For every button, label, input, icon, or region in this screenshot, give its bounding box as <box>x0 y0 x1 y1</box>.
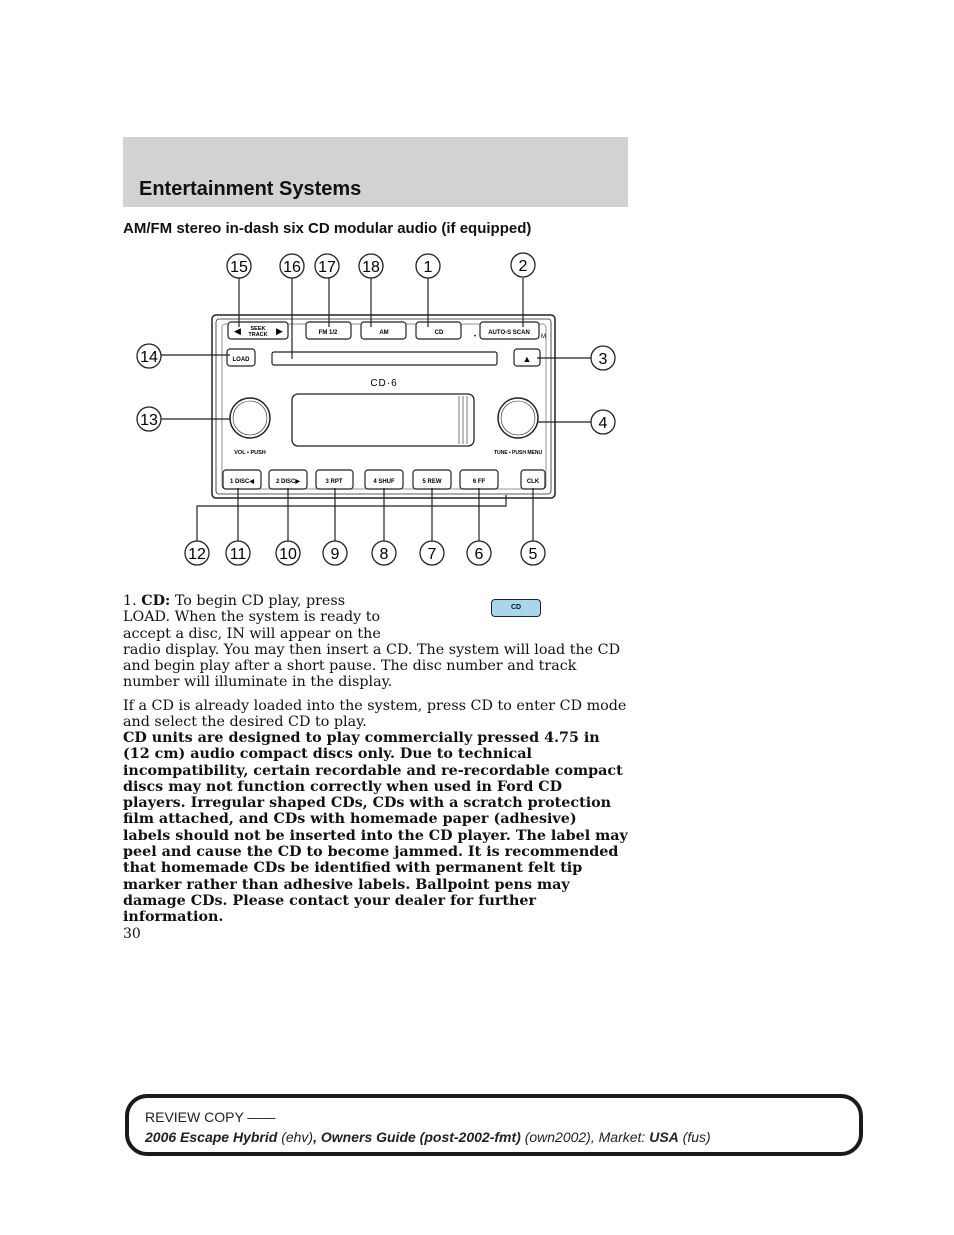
review-market: USA <box>649 1129 679 1145</box>
shuf-button <box>365 470 403 489</box>
svg-text:8: 8 <box>379 546 389 563</box>
svg-text:16: 16 <box>283 259 301 276</box>
section-header-band <box>123 137 628 207</box>
item-1-paragraph <box>123 593 629 691</box>
disc-down-button <box>223 470 261 489</box>
review-sep-2: , Market: <box>590 1129 650 1145</box>
rpt-button <box>316 470 353 489</box>
cd-button-label: CD <box>434 330 444 336</box>
seek-track-button <box>228 322 288 339</box>
disc-up-button <box>269 470 307 489</box>
fm-button-label: FM 1/2 <box>318 330 338 336</box>
review-sep-1: , <box>313 1129 321 1145</box>
review-copy-details <box>145 1129 711 1145</box>
svg-text:1: 1 <box>423 259 433 276</box>
svg-text:14: 14 <box>140 349 158 366</box>
load-button <box>227 349 255 366</box>
review-copy-footer <box>125 1094 863 1156</box>
review-vehicle: 2006 Escape Hybrid <box>145 1129 278 1145</box>
callout-16 <box>280 254 304 278</box>
callout-18 <box>359 254 383 278</box>
svg-text:13: 13 <box>140 412 158 429</box>
subheading: AM/FM stereo in-dash six CD modular audio (if equipped) <box>123 220 532 237</box>
cd-button <box>416 322 461 339</box>
indicator-mark-m: M <box>541 334 546 340</box>
eject-icon: ▲ <box>522 354 532 364</box>
svg-text:18: 18 <box>362 259 380 276</box>
indicator-mark: • <box>474 334 477 340</box>
callout-4 <box>591 410 615 434</box>
rew-button <box>413 470 451 489</box>
eject-button <box>514 349 540 366</box>
tune-knob <box>498 398 538 438</box>
svg-text:2: 2 <box>518 258 528 275</box>
radio-display <box>292 394 474 446</box>
svg-text:3: 3 <box>598 351 608 368</box>
svg-text:17: 17 <box>318 259 336 276</box>
item-1-label: CD: <box>141 593 171 609</box>
item-1-intro-block <box>123 593 385 642</box>
am-button <box>361 322 406 339</box>
svg-text:11: 11 <box>229 546 247 563</box>
callout-7 <box>420 541 444 565</box>
track-label: TRACK <box>248 332 268 338</box>
svg-text:9: 9 <box>330 546 340 563</box>
brand-label: CD·6 <box>370 378 398 389</box>
load-button-label: LOAD <box>232 357 250 363</box>
item-1-number: 1. <box>123 593 137 609</box>
review-guide-code: (own2002) <box>524 1129 591 1145</box>
review-guide: Owners Guide (post-2002-fmt) <box>320 1129 521 1145</box>
svg-text:4: 4 <box>598 415 608 432</box>
seek-right-arrow-icon: ▶ <box>276 326 283 336</box>
auto-scan-button-label: AUTO-S SCAN <box>488 330 530 336</box>
item-1-paragraph-2: If a CD is already loaded into the system, press CD to enter CD mode and select the desired CD to play. <box>123 698 627 731</box>
callout-15 <box>227 254 251 278</box>
callout-14 <box>137 344 161 368</box>
review-copy-label: REVIEW COPY —— <box>145 1109 276 1125</box>
disc-down-label: 1 DISC◀ <box>230 479 254 485</box>
cd-slot <box>272 352 497 365</box>
svg-text:5: 5 <box>528 546 538 563</box>
radio-diagram <box>123 245 628 580</box>
rew-label: 5 REW <box>422 479 442 485</box>
clk-label: CLK <box>526 479 540 485</box>
svg-text:10: 10 <box>279 546 297 563</box>
callout-2 <box>511 253 535 277</box>
callout-17 <box>315 254 339 278</box>
volume-knob <box>230 398 270 438</box>
radio-diagram-svg <box>123 245 628 580</box>
item-1-intro: To begin CD play, press LOAD. When the system is ready to accept a disc, IN will appear on the <box>123 593 381 642</box>
callout-3 <box>591 346 615 370</box>
svg-text:15: 15 <box>230 259 248 276</box>
callout-6 <box>467 541 491 565</box>
callout-5 <box>521 541 545 565</box>
item-1-rest: radio display. You may then insert a CD. The system will load the CD and begin play after a short pause. The disc number and track number will illuminate in the display. <box>123 641 621 691</box>
svg-text:7: 7 <box>427 546 437 563</box>
volume-label: VOL • PUSH <box>234 450 266 456</box>
svg-text:12: 12 <box>188 546 206 563</box>
ff-label: 6 FF <box>472 479 486 485</box>
callout-8 <box>372 541 396 565</box>
callout-13 <box>137 407 161 431</box>
review-vehicle-code: (ehv) <box>281 1129 314 1145</box>
callout-11 <box>226 541 250 565</box>
svg-text:6: 6 <box>474 546 484 563</box>
cd-warning-text: CD units are designed to play commercially pressed 4.75 in (12 cm) audio compact discs only. Due to technical incompatibility, certain recordable and re-recordable compact discs may not function correctly when used in Ford CD players. Irregular shaped CDs, CDs with a scratch protection film attached, and CDs with homemade paper (adhesive) labels should not be inserted into the CD player. The label may peel and cause the CD to become jammed. It is recommended that homemade CDs be identified with permanent felt tip marker rather than adhesive labels. Ballpoint pens may damage CDs. Please contact your dealer for further information. <box>123 730 628 926</box>
seek-label: SEEK <box>250 326 266 332</box>
callout-12 <box>185 541 209 565</box>
rpt-label: 3 RPT <box>325 479 343 485</box>
cd-button-illustration: CD <box>491 599 541 617</box>
callout-1 <box>416 254 440 278</box>
tune-label: TUNE • PUSH MENU <box>493 450 543 456</box>
shuf-label: 4 SHUF <box>373 479 395 485</box>
auto-scan-button <box>480 322 539 339</box>
section-title: Entertainment Systems <box>139 178 362 200</box>
page-number: 30 <box>123 926 141 942</box>
callout-9 <box>323 541 347 565</box>
callout-10 <box>276 541 300 565</box>
seek-left-arrow-icon: ◀ <box>234 326 241 336</box>
clk-button <box>521 470 545 489</box>
am-button-label: AM <box>379 330 389 336</box>
ff-button <box>460 470 498 489</box>
review-market-code: (fus) <box>682 1129 711 1145</box>
disc-up-label: 2 DISC▶ <box>276 479 300 485</box>
